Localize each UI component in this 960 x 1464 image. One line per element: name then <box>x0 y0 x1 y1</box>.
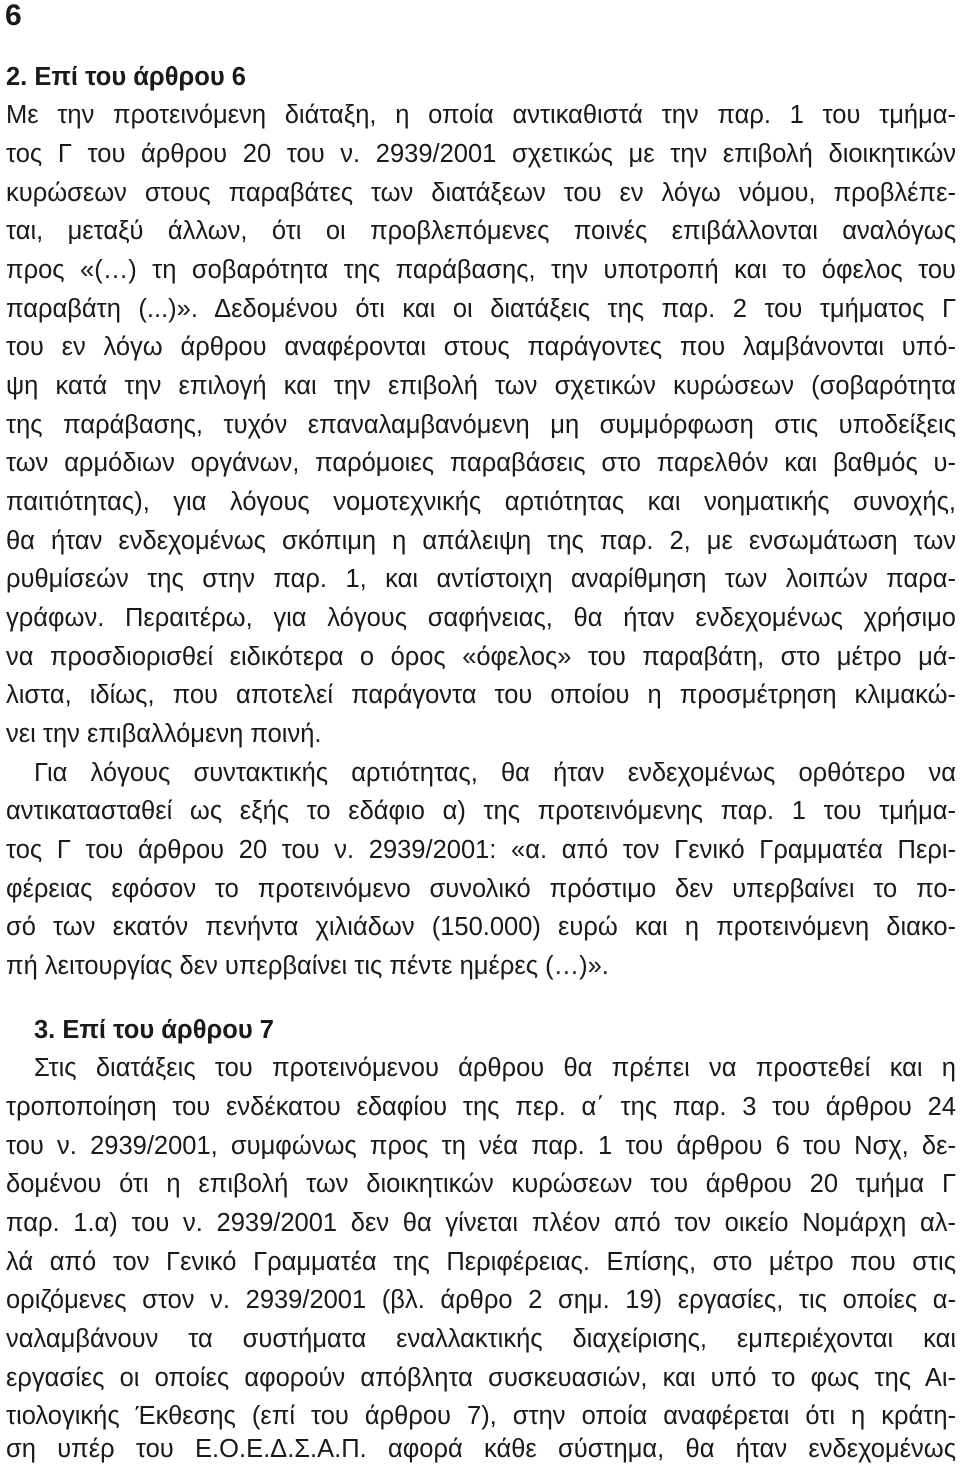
text-line: ται, μεταξύ άλλων, ότι οι προβλεπόμενες ποινές επιβάλλονται αναλόγως <box>6 217 956 245</box>
text-line: ψη κατά την επιλογή και την επιβολή των σχετικών κυρώσεων (σοβαρότητα <box>6 372 956 400</box>
section-3-heading <box>34 1015 274 1045</box>
text-line: παρ. 1.α) του ν. 2939/2001 δεν θα γίνεται πλέον από τον οικείο Νομάρχη αλ- <box>6 1209 956 1237</box>
text-line: παραβάτη (...)». Δεδομένου ότι και οι διατάξεις της παρ. 2 του τμήματος Γ <box>6 295 956 323</box>
text-line: των αρμόδιων οργάνων, παρόμοιες παραβάσεις στο παρελθόν και βαθμός υ- <box>6 449 956 477</box>
page-number: 6 <box>5 0 22 32</box>
text-line: να προσδιορισθεί ειδικότερα ο όρος «όφελος» του παραβάτη, στο μέτρο μά- <box>6 643 956 671</box>
text-line: της παράβασης, τυχόν επαναλαμβανόμενη μη συμμόρφωση στις υποδείξεις <box>6 411 956 439</box>
text-line: Στις διατάξεις του προτεινόμενου άρθρου θα πρέπει να προστεθεί και η <box>34 1054 956 1082</box>
section-2-heading <box>6 62 246 92</box>
text-line: παιτιότητας), για λόγους νομοτεχνικής αρτιότητας και νοηματικής συνοχής, <box>6 488 956 516</box>
text-line: κυρώσεων στους παραβάτες των διατάξεων του εν λόγω νόμου, προβλέπε- <box>6 179 956 207</box>
text-line: τος Γ του άρθρου 20 του ν. 2939/2001 σχετικώς με την επιβολή διοικητικών <box>6 140 956 168</box>
text-line: φέρειας εφόσον το προτεινόμενο συνολικό πρόστιμο δεν υπερβαίνει το πο- <box>6 875 956 903</box>
text-line: τος Γ του άρθρου 20 του ν. 2939/2001: «α. από τον Γενικό Γραμματέα Περι- <box>6 836 956 864</box>
text-line: του ν. 2939/2001, συμφώνως προς τη νέα παρ. 1 του άρθρου 6 του Νσχ, δε- <box>6 1132 956 1160</box>
text-line: θα ήταν ενδεχομένως σκόπιμη η απάλειψη της παρ. 2, με ενσωμάτωση των <box>6 527 956 555</box>
text-line: σό των εκατόν πενήντα χιλιάδων (150.000) ευρώ και η προτεινόμενη διακο- <box>6 913 956 941</box>
text-line: τροποποίηση του ενδέκατου εδαφίου της περ. α΄ της παρ. 3 του άρθρου 24 <box>6 1093 956 1121</box>
text-line: γράφων. Περαιτέρω, για λόγους σαφήνειας, θα ήταν ενδεχομένως χρήσιμο <box>6 604 956 632</box>
text-line: τιολογικής Έκθεσης (επί του άρθρου 7), στην οποία αναφέρεται ότι η κράτη- <box>6 1402 956 1430</box>
section-3-heading-number: 3. <box>34 1016 56 1044</box>
section-3-heading-title: Επί του άρθρου 7 <box>62 1016 274 1044</box>
text-line: Με την προτεινόμενη διάταξη, η οποία αντικαθιστά την παρ. 1 του τμήμα- <box>6 101 956 129</box>
text-line: λιστα, ιδίως, που αποτελεί παράγοντα του οποίου η προσμέτρηση κλιμακώ- <box>6 681 956 709</box>
text-line: εργασίες οι οποίες αφορούν απόβλητα συσκευασιών, και υπό το φως της Αι- <box>6 1364 956 1392</box>
text-line: οριζόμενες στον ν. 2939/2001 (βλ. άρθρο 2 σημ. 19) εργασίες, τις οποίες α- <box>6 1286 956 1314</box>
text-line: λά από τον Γενικό Γραμματέα της Περιφέρειας. Επίσης, στο μέτρο που στις <box>6 1248 956 1276</box>
text-line: προς «(…) τη σοβαρότητα της παράβασης, την υποτροπή και το όφελος του <box>6 256 956 284</box>
section-2-heading-number: 2. <box>6 63 28 91</box>
text-line: ση υπέρ του Ε.Ο.Ε.Δ.Σ.Α.Π. αφορά κάθε σύστημα, θα ήταν ενδεχομένως <box>6 1435 956 1463</box>
text-line: ρυθμίσεών της στην παρ. 1, και αντίστοιχη αναρίθμηση των λοιπών παρα- <box>6 565 956 593</box>
text-line: αντικατασταθεί ως εξής το εδάφιο α) της προτεινόμενης παρ. 1 του τμήμα- <box>6 797 956 825</box>
section-2-heading-title: Επί του άρθρου 6 <box>34 63 246 91</box>
text-line: πή λειτουργίας δεν υπερβαίνει τις πέντε ημέρες (…)». <box>6 952 609 980</box>
text-line: νει την επιβαλλόμενη ποινή. <box>6 720 322 748</box>
text-line: ναλαμβάνουν τα συστήματα εναλλακτικής διαχείρισης, εμπεριέχονται και <box>6 1325 956 1353</box>
text-line: δομένου ότι η επιβολή των διοικητικών κυρώσεων του άρθρου 20 τμήμα Γ <box>6 1170 956 1198</box>
text-line: του εν λόγω άρθρου αναφέρονται στους παράγοντες που λαμβάνονται υπό- <box>6 333 956 361</box>
text-line: Για λόγους συντακτικής αρτιότητας, θα ήταν ενδεχομένως ορθότερο να <box>34 759 956 787</box>
